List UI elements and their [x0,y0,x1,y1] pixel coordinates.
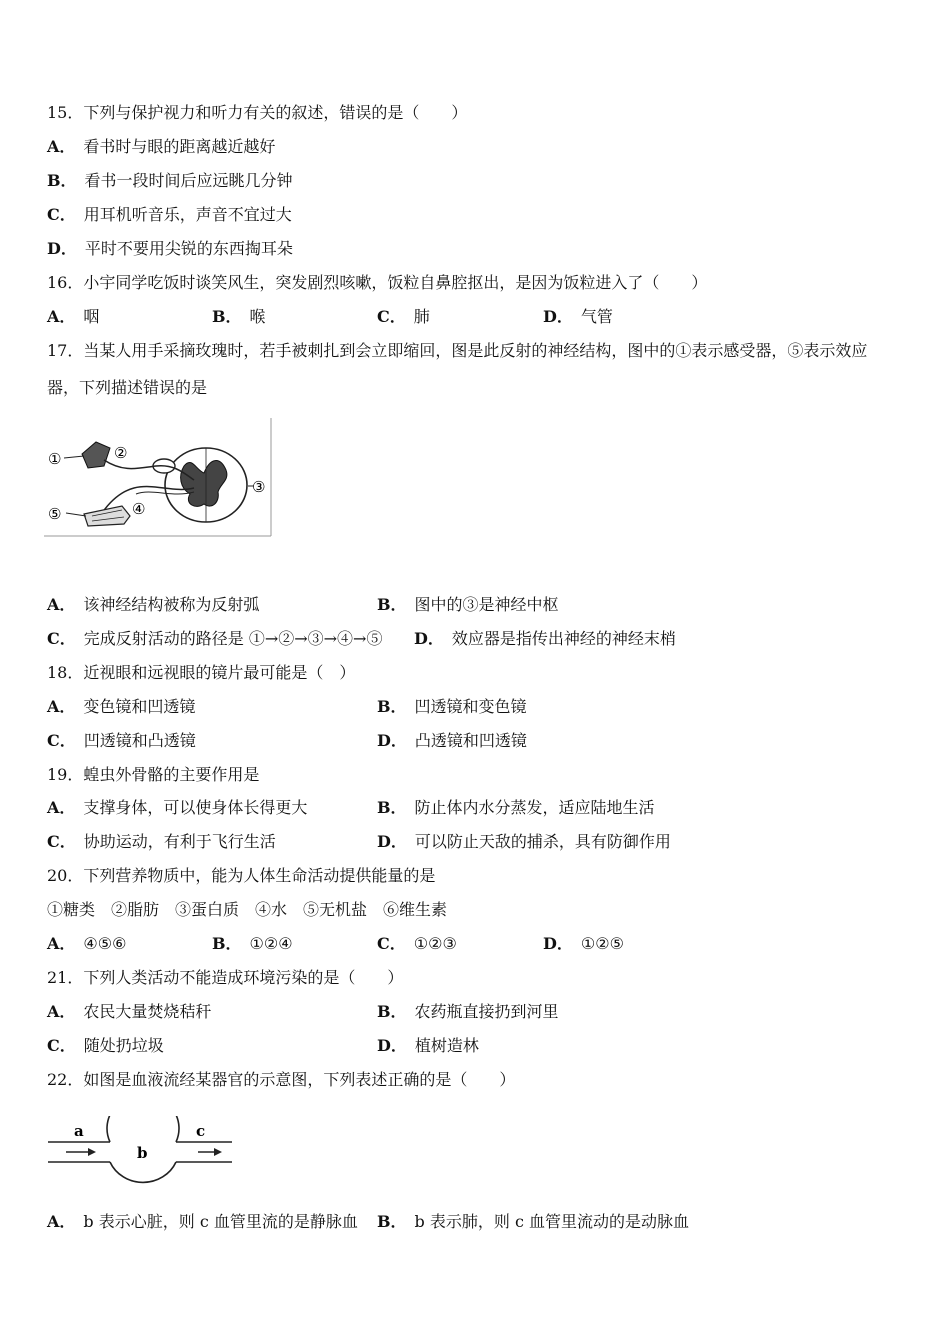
option-20c [377,934,457,954]
option-22a [47,1212,358,1232]
option-19c [47,832,276,852]
option-letter: D． [377,832,407,851]
option-16d [543,307,613,327]
option-19b [377,798,655,818]
option-15b [47,171,293,191]
option-18d [377,731,527,751]
label-3: ③ [252,478,266,496]
question-17-stem-line1: 17．当某人用手采摘玫瑰时，若手被刺扎到会立即缩回，图是此反射的神经结构，图中的①表示感受器，⑤表示效应 [47,341,868,360]
option-21b [377,1002,559,1022]
question-17-stem-line2: 器，下列描述错误的是 [47,378,208,397]
option-text: 看书一段时间后应远眺几分钟 [84,171,293,190]
option-letter: C． [47,832,76,851]
question-21-stem: 21．下列人类活动不能造成环境污染的是（ ） [47,968,404,987]
option-text: 图中的③是神经中枢 [414,595,559,614]
option-letter: C． [47,1036,76,1055]
option-text: 平时不要用尖锐的东西掏耳朵 [84,239,293,258]
option-letter: A． [47,934,76,953]
question-20-stem: 20．下列营养物质中，能为人体生命活动提供能量的是 [47,866,436,885]
label-1: ① [48,450,62,468]
option-16a [47,307,99,327]
option-text: 协助运动，有利于飞行生活 [83,832,276,851]
option-letter: C． [47,205,76,224]
label-line [64,456,84,458]
option-text: 可以防止天敌的捕杀，具有防御作用 [414,832,671,851]
option-letter: B． [212,307,242,326]
option-text: 随处扔垃圾 [83,1036,164,1055]
reflex-arc-figure [44,418,274,538]
question-19-stem: 19．蝗虫外骨骼的主要作用是 [47,765,260,784]
option-text: b 表示心脏，则 c 血管里流的是静脉血 [83,1212,358,1231]
option-text: 变色镜和凹透镜 [83,697,196,716]
option-19a [47,798,307,818]
option-text: ①②⑤ [580,934,624,953]
label-5: ⑤ [48,505,62,523]
option-text: 肺 [413,307,430,326]
option-text: 用耳机听音乐，声音不宜过大 [83,205,292,224]
option-letter: B． [212,934,242,953]
option-letter: B． [377,798,407,817]
option-letter: D． [377,1036,407,1055]
option-letter: B． [377,595,407,614]
option-21d [377,1036,479,1056]
option-18b [377,697,527,717]
option-letter: A． [47,595,76,614]
option-letter: D． [414,629,444,648]
label-2: ② [114,444,128,462]
option-15c [47,205,292,225]
option-letter: B． [47,171,77,190]
option-text: 防止体内水分蒸发，适应陆地生活 [414,798,655,817]
option-17a [47,595,259,615]
option-16b [212,307,266,327]
option-text: 喉 [249,307,266,326]
effector-shape [84,506,130,526]
option-20a [47,934,126,954]
question-18-stem: 18．近视眼和远视眼的镜片最可能是（ ） [47,663,356,682]
option-18a [47,697,195,717]
option-letter: D． [543,307,573,326]
option-letter: A． [47,697,76,716]
option-letter: A． [47,798,76,817]
option-text: ①②④ [249,934,293,953]
label-4: ④ [132,500,146,518]
option-text: 完成反射活动的路径是 ①→②→③→④→⑤ [83,629,383,648]
option-17b [377,595,559,615]
label-b: b [137,1144,148,1162]
option-letter: B． [377,1002,407,1021]
option-16c [377,307,430,327]
option-text: 农药瓶直接扔到河里 [414,1002,559,1021]
option-letter: A． [47,137,76,156]
option-letter: C． [377,307,406,326]
option-letter: C． [47,629,76,648]
option-text: 植树造林 [414,1036,479,1055]
option-letter: A． [47,1212,76,1231]
label-line [66,513,86,516]
option-text: 凹透镜和凸透镜 [83,731,196,750]
option-letter: A． [47,307,76,326]
option-letter: B． [377,697,407,716]
label-a: a [74,1122,84,1140]
option-letter: A． [47,1002,76,1021]
option-text: 凸透镜和凹透镜 [414,731,527,750]
option-20b [212,934,293,954]
option-letter: D． [543,934,573,953]
question-22-stem: 22．如图是血液流经某器官的示意图，下列表述正确的是（ ） [47,1070,516,1089]
option-text: 农民大量焚烧秸秆 [83,1002,212,1021]
option-21c [47,1036,164,1056]
option-letter: C． [377,934,406,953]
arrow-c-head [214,1148,222,1156]
option-text: 支撑身体，可以使身体长得更大 [83,798,308,817]
option-22b [377,1212,689,1232]
option-21a [47,1002,211,1022]
question-15-stem: 15．下列与保护视力和听力有关的叙述，错误的是（ ） [47,103,468,122]
option-text: b 表示肺，则 c 血管里流动的是动脉血 [414,1212,689,1231]
option-20d [543,934,624,954]
option-17d [414,629,676,649]
gray-matter [181,461,227,507]
option-19d [377,832,671,852]
question-20-items: ①糖类 ②脂肪 ③蛋白质 ④水 ⑤无机盐 ⑥维生素 [47,900,448,919]
question-16-stem: 16．小宇同学吃饭时谈笑风生，突发剧烈咳嗽，饭粒自鼻腔抠出，是因为饭粒进入了（ ） [47,273,708,292]
option-letter: B． [377,1212,407,1231]
option-18c [47,731,196,751]
option-text: 该神经结构被称为反射弧 [83,595,260,614]
option-letter: D． [377,731,407,750]
receptor-shape [82,442,110,468]
option-text: 气管 [580,307,613,326]
option-letter: D． [47,239,77,258]
option-text: ①②③ [413,934,457,953]
option-text: 咽 [83,307,100,326]
arrow-a-head [88,1148,96,1156]
option-text: 效应器是指传出神经的神经末梢 [451,629,676,648]
option-text: 凹透镜和变色镜 [414,697,527,716]
option-text: 看书时与眼的距离越近越好 [83,137,276,156]
option-15a [47,137,275,157]
blood-flow-figure [46,1116,236,1188]
option-17c [47,629,382,649]
label-c: c [196,1122,206,1140]
option-15d [47,239,293,259]
option-text: ④⑤⑥ [83,934,127,953]
option-letter: C． [47,731,76,750]
